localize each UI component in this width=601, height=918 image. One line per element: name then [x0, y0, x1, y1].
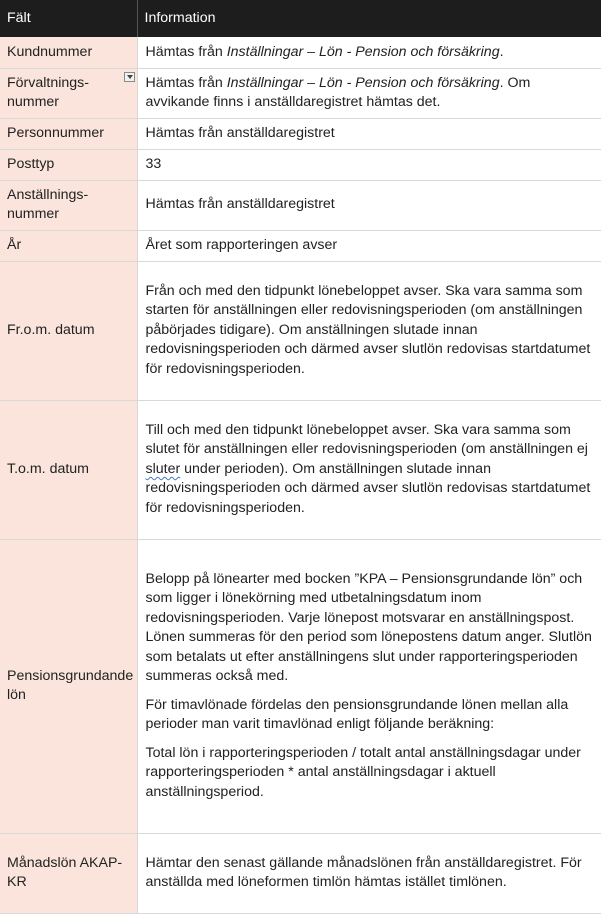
field-name: År — [0, 230, 137, 261]
info-paragraph: Hämtar den senast gällande månadslönen från anställdaregistret. För anställda med löneformen timlön hämtas istället timlönen. — [145, 854, 582, 890]
field-info — [137, 37, 601, 68]
field-info — [137, 118, 601, 149]
info-paragraph: Från och med den tidpunkt lönebeloppet avser. Ska vara samma som starten för anställningen eller redovisningsperioden (om anställningen påbörjades tidigare). Om anställningen slutade innan redovisningsperioden och därmed avser slutlön redovisas startdatumet för redovisningsperioden. — [145, 282, 591, 377]
info-text: under perioden). Om anställningen slutade innan redovisningsperioden och därmed avser slutlön redovisas startdatumet för redovisningsperioden. — [145, 460, 591, 516]
field-info — [137, 230, 601, 261]
info-paragraph — [146, 43, 595, 63]
field-name: T.o.m. datum — [0, 400, 137, 539]
table-row — [0, 833, 601, 913]
info-text: . — [499, 43, 504, 60]
settings-path: Inställningar – Lön - Pension och försäkring — [226, 43, 500, 60]
field-name: Anställnings-nummer — [0, 180, 137, 230]
table-row — [0, 230, 601, 261]
info-paragraph: Belopp på lönearter med bocken ”KPA – Pensionsgrundande lön” och som ligger i lönekörning med utbetalningsdatum inom redovisningsperioden. Varje lönepost motsvarar en anställningspost. Lönen summeras för den period som lönepostens datum anger. Slutlön som betalats ut efter anställningens slut under rapporteringsperioden summeras också med. — [145, 570, 592, 685]
field-name: Posttyp — [0, 149, 137, 180]
info-text: Hämtas från — [145, 74, 227, 91]
info-paragraph: Hämtas från anställdaregistret — [145, 124, 335, 141]
table-row — [0, 118, 601, 149]
info-paragraph: 33 — [145, 155, 162, 172]
table-row — [0, 261, 601, 400]
settings-path: Inställningar – Lön - Pension och försäkring — [226, 74, 500, 91]
info-paragraph — [146, 74, 595, 113]
info-paragraph: Hämtas från anställdaregistret — [145, 196, 335, 213]
field-name: Kundnummer — [0, 37, 137, 68]
field-info — [137, 261, 601, 400]
info-text: Till och med den tidpunkt lönebeloppet avser. Ska vara samma som slutet för anställningen eller redovisningsperioden (om anställningen ej — [145, 421, 588, 458]
field-info — [137, 180, 601, 230]
field-info — [137, 68, 601, 118]
field-cell — [0, 68, 137, 118]
field-name: Förvaltnings-nummer — [7, 74, 90, 110]
header-row — [0, 0, 601, 37]
info-paragraph: Total lön i rapporteringsperioden / totalt antal anställningsdagar under rapporteringsperioden * antal anställningsdagar i aktuell anställningsperiod. — [145, 744, 581, 800]
field-info — [137, 400, 601, 539]
table-row — [0, 400, 601, 539]
field-info — [137, 539, 601, 833]
table-row — [0, 539, 601, 833]
field-name: Personnummer — [0, 118, 137, 149]
spellcheck-word[interactable]: sluter — [145, 460, 181, 477]
header-field: Fält — [0, 0, 137, 37]
info-paragraph: Året som rapporteringen avser — [145, 236, 338, 253]
field-name: Fr.o.m. datum — [0, 261, 137, 400]
info-paragraph — [146, 421, 595, 519]
info-text: Hämtas från — [145, 43, 227, 60]
table-row — [0, 68, 601, 118]
field-name: Månadslön AKAP-KR — [0, 833, 137, 913]
field-name: Pensionsgrundande lön — [0, 539, 137, 833]
table-row — [0, 180, 601, 230]
info-text: . Om avvikande finns i anställdaregistret hämtas det. — [145, 74, 531, 110]
table-row — [0, 37, 601, 68]
header-information: Information — [137, 0, 601, 37]
field-info — [137, 149, 601, 180]
info-paragraph: För timavlönade fördelas den pensionsgrundande lönen mellan alla perioder man varit timavlönad enligt följande beräkning: — [145, 696, 569, 733]
dropdown-arrow-icon[interactable] — [124, 72, 135, 82]
field-info — [137, 833, 601, 913]
table-row — [0, 149, 601, 180]
